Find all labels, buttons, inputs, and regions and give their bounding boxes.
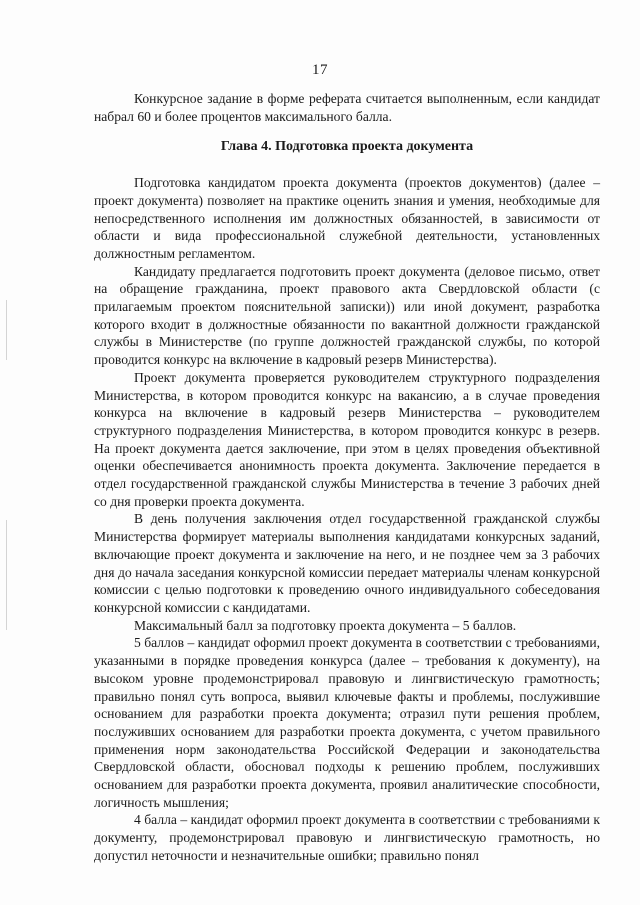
- chapter-heading: Глава 4. Подготовка проекта документа: [220, 139, 474, 155]
- scan-artifact: [6, 300, 7, 360]
- scan-artifact: [6, 520, 7, 630]
- page-number: 17: [312, 62, 328, 78]
- paragraph: Проект документа проверяется руководителем структурного подразделения Министерства, в котором проводится конкурс на вакансию, а в случае проведения конкурса на включение в кадровый резерв Министерства – руководителем структурного подразделения Министерства, в котором проводится конкурс в резерв. На проект документа дается заключение, при этом в целях проведения объективной оценки обеспечивается анонимность проекта документа. Заключение передается в отдел государственной гражданской службы Министерства в течение 3 рабочих дней со дня проверки проекта документа.: [94, 369, 600, 509]
- paragraph: В день получения заключения отдел государственной гражданской службы Министерства формирует материалы выполнения кандидатами конкурсных заданий, включающие проект документа и заключение на него, и не позднее чем за 3 рабочих дня до начала заседания конкурсной комиссии передает материалы членам конкурсной комиссии с целью подготовки к проведению очного индивидуального собеседования конкурсной комиссии с кандидатами.: [94, 511, 600, 615]
- paragraph: Конкурсное задание в форме реферата считается выполненным, если кандидат набрал 60 и более процентов максимального балла.: [94, 91, 600, 124]
- document-body: [94, 90, 600, 865]
- paragraph: Максимальный балл за подготовку проекта документа – 5 баллов.: [134, 617, 517, 633]
- paragraph: Подготовка кандидатом проекта документа (проектов документов) (далее – проект документа) позволяет на практике оценить знания и умения, необходимые для непосредственного исполнения им должностных обязанностей, в зависимости от области и вида профессиональной служебной деятельности, установленных должностным регламентом.: [94, 175, 600, 261]
- paragraph: 4 балла – кандидат оформил проект документа в соответствии с требованиями к документу, продемонстрировал правовую и лингвистическую грамотность, но допустил неточности и незначительные ошибки; правильно понял: [94, 812, 600, 863]
- paragraph: 5 баллов – кандидат оформил проект документа в соответствии с требованиями, указанными в порядке проведения конкурса (далее – требования к документу), на высоком уровне продемонстрировал правовую и лингвистическую грамотность; правильно понял суть вопроса, выявил ключевые факты и проблемы, послужившие основанием для разработки проекта документа; отразил пути решения проблем, послуживших основанием для разработки проекта документа, с учетом правильного применения норм законодательства Российской Федерации и законодательства Свердловской области, обосновал подходы к решению проблем, послуживших основанием для разработки проекта документа, проявил аналитические способности, логичность мышления;: [94, 635, 601, 810]
- paragraph: Кандидату предлагается подготовить проект документа (деловое письмо, ответ на обращение гражданина, проект правового акта Свердловской области (с прилагаемым проектом пояснительной записки)) или иной документ, разработка которого входит в должностные обязанности по вакантной должности гражданской службы в Министерстве (по группе должностей гражданской службы, по которой проводится конкурс на включение в кадровый резерв Министерства).: [94, 263, 600, 368]
